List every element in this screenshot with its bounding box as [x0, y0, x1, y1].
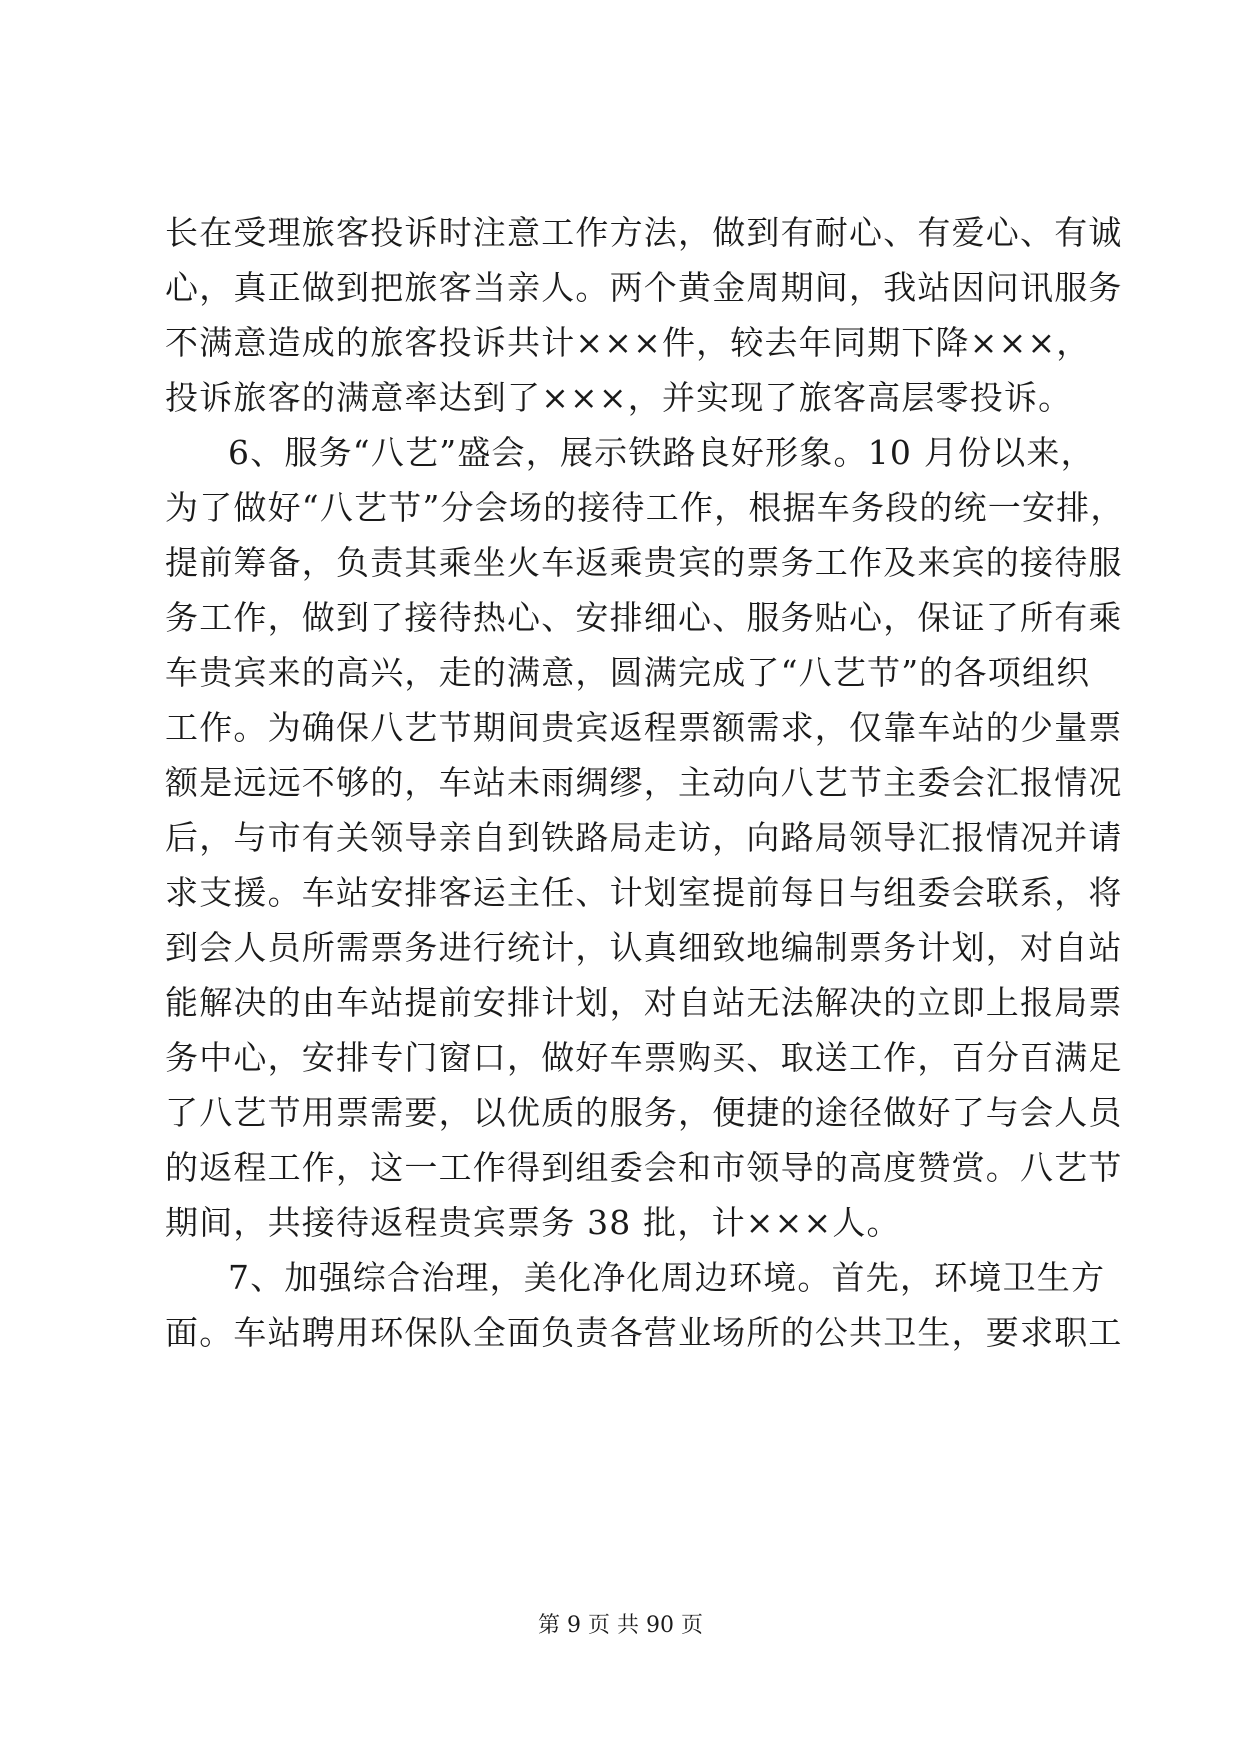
text-line-4: 投诉旅客的满意率达到了×××，并实现了旅客高层零投诉。 [165, 378, 1073, 417]
text-line-2: 心，真正做到把旅客当亲人。两个黄金周期间，我站因问讯服务 [165, 268, 1123, 307]
page-number-footer: 第 9 页 共 90 页 [538, 1613, 703, 1638]
text-line-15: 能解决的由车站提前安排计划，对自站无法解决的立即上报局票 [165, 983, 1123, 1022]
text-line-3: 不满意造成的旅客投诉共计×××件，较去年同期下降×××， [165, 323, 1091, 362]
text-line-12: 后，与市有关领导亲自到铁路局走访，向路局领导汇报情况并请 [165, 818, 1123, 857]
text-line-18: 的返程工作，这一工作得到组委会和市领导的高度赞赏。八艺节 [165, 1148, 1123, 1187]
text-line-19: 期间，共接待返程贵宾票务 38 批，计×××人。 [165, 1203, 901, 1242]
text-line-10: 工作。为确保八艺节期间贵宾返程票额需求，仅靠车站的少量票 [165, 708, 1123, 747]
text-line-9: 车贵宾来的高兴，走的满意，圆满完成了“八艺节”的各项组织 [165, 653, 1091, 692]
text-line-20: 7、加强综合治理，美化净化周边环境。首先，环境卫生方 [228, 1258, 1106, 1297]
text-line-11: 额是远远不够的，车站未雨绸缪，主动向八艺节主委会汇报情况 [165, 763, 1123, 802]
text-line-1: 长在受理旅客投诉时注意工作方法，做到有耐心、有爱心、有诚 [165, 213, 1123, 252]
text-line-21: 面。车站聘用环保队全面负责各营业场所的公共卫生，要求职工 [165, 1313, 1123, 1352]
text-line-16: 务中心，安排专门窗口，做好车票购买、取送工作，百分百满足 [165, 1038, 1123, 1077]
text-line-6: 为了做好“八艺节”分会场的接待工作，根据车务段的统一安排， [165, 488, 1125, 527]
text-line-8: 务工作，做到了接待热心、安排细心、服务贴心，保证了所有乘 [165, 598, 1123, 637]
text-line-5: 6、服务“八艺”盛会，展示铁路良好形象。10 月份以来， [228, 433, 1095, 472]
text-line-14: 到会人员所需票务进行统计，认真细致地编制票务计划，对自站 [165, 928, 1123, 967]
text-line-7: 提前筹备，负责其乘坐火车返乘贵宾的票务工作及来宾的接待服 [165, 543, 1123, 582]
text-line-17: 了八艺节用票需要，以优质的服务，便捷的途径做好了与会人员 [165, 1093, 1123, 1132]
text-line-13: 求支援。车站安排客运主任、计划室提前每日与组委会联系，将 [165, 873, 1123, 912]
